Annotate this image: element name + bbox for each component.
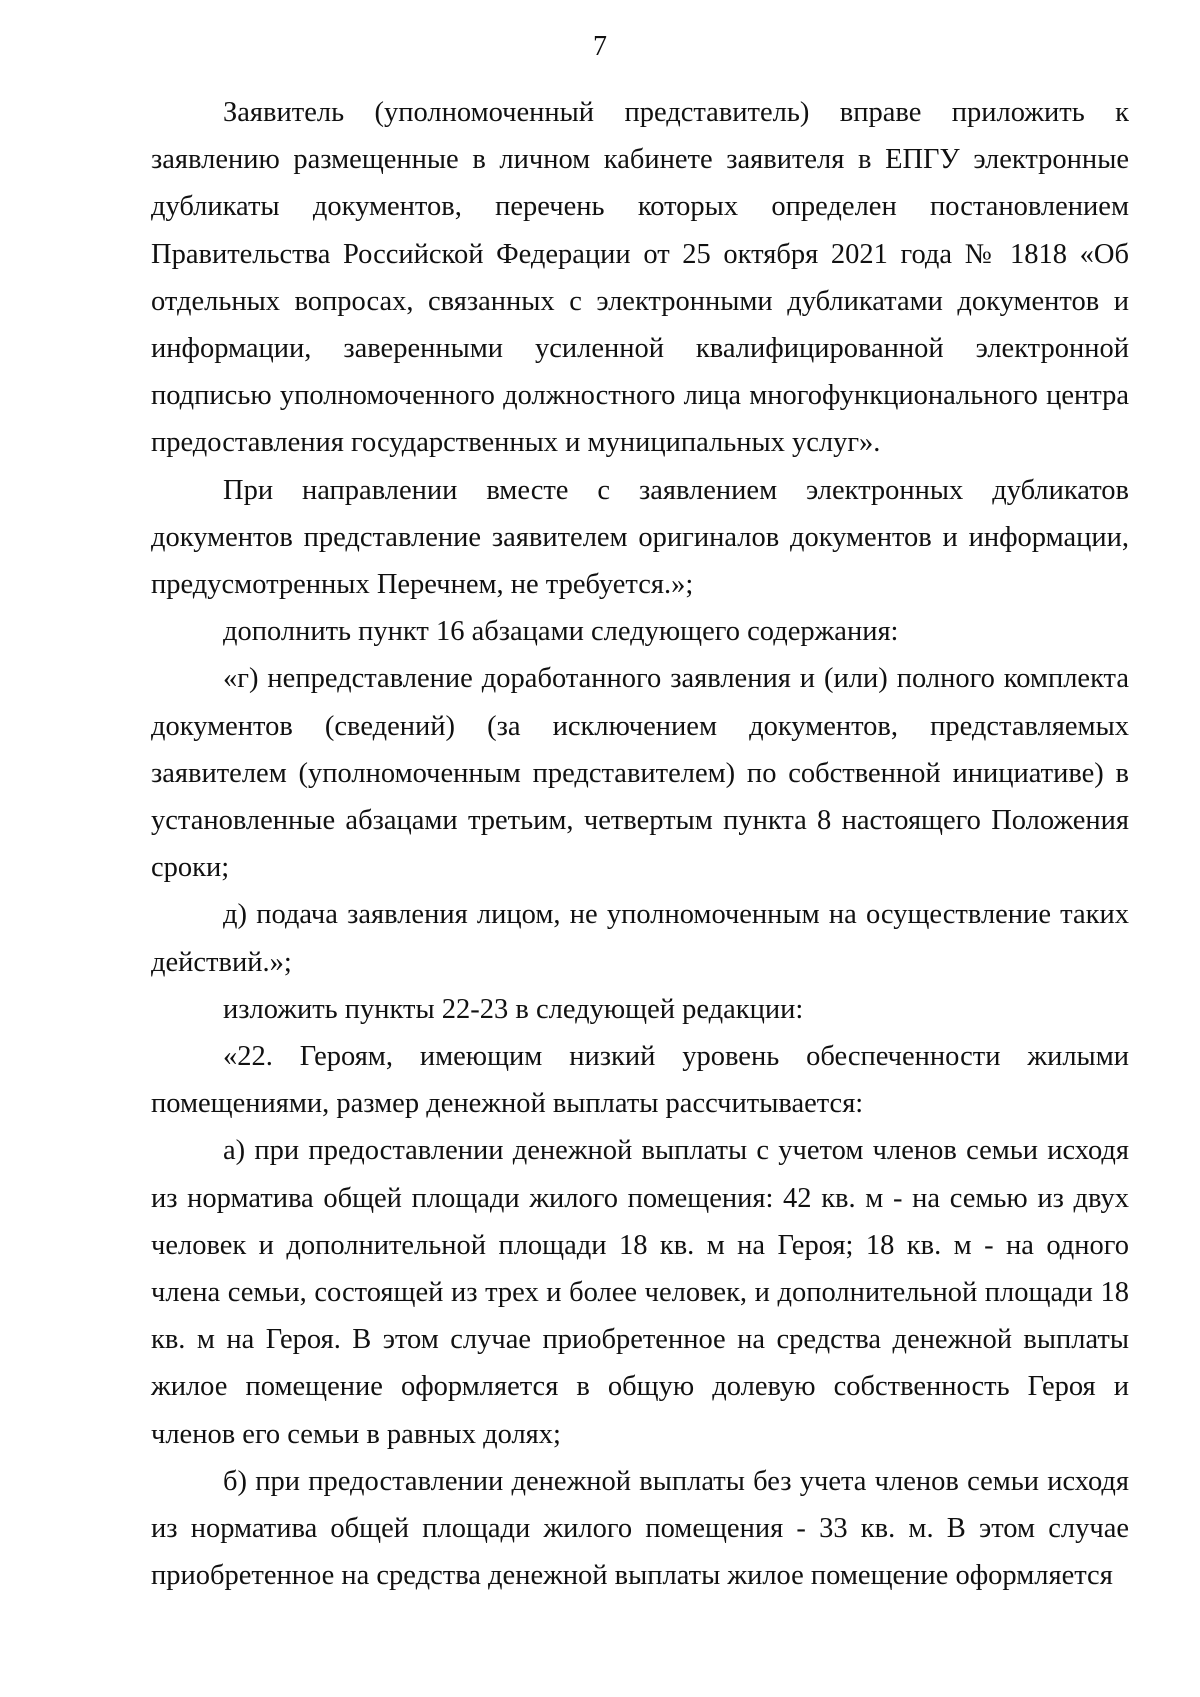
paragraph-item-a: а) при предоставлении денежной выплаты с учетом членов семьи исходя из норматива общей площади жилого помещения: 42 кв. м - на семью из двух человек и дополнительной площади 18 кв. м на Героя; 18 кв. м - на одного члена семьи, состоящей из трех и более человек, и дополнительной площади 18 кв. м на Героя. В этом случае приобретенное на средства денежной выплаты жилое помещение оформляется в общую долевую собственность Героя и членов его семьи в равных долях; <box>151 1135 1129 1450</box>
paragraph-item-d: д) подача заявления лицом, не уполномоченным на осуществление таких действий.»; <box>151 899 1129 978</box>
paragraph-item-g: «г) непредставление доработанного заявления и (или) полного комплекта документов (сведений) (за исключением документов, представляемых заявителем (уполномоченным представителем) по собственной инициативе) в установленные абзацами третьим, четвертым пункта 8 настоящего Положения сроки; <box>151 663 1129 884</box>
paragraph-item-b: б) при предоставлении денежной выплаты без учета членов семьи исходя из норматива общей площади жилого помещения - 33 кв. м. В этом случае приобретенное на средства денежной выплаты жилое помещение оформляется <box>151 1465 1129 1592</box>
paragraph-amend-clause-16: дополнить пункт 16 абзацами следующего содержания: <box>223 616 899 648</box>
paragraph-electronic-duplicates: Заявитель (уполномоченный представитель) вправе приложить к заявлению размещенные в личном кабинете заявителя в ЕПГУ электронные дубликаты документов, перечень которых определен постановлением Правительства Российской Федерации от 25 октября 2021 года № 1818 «Об отдельных вопросах, связанных с электронными дубликатами документов и информации, заверенными усиленной квалифицированной электронной подписью уполномоченного должностного лица многофункционального центра предоставления государственных и муниципальных услуг». <box>151 97 1129 459</box>
paragraph-clause-22: «22. Героям, имеющим низкий уровень обеспеченности жилыми помещениями, размер денежной выплаты рассчитывается: <box>151 1041 1129 1120</box>
page-number: 7 <box>593 31 607 62</box>
paragraph-originals-not-required: При направлении вместе с заявлением электронных дубликатов документов представление заявителем оригиналов документов и информации, предусмотренных Перечнем, не требуется.»; <box>151 474 1129 601</box>
document-body <box>151 89 1129 1600</box>
paragraph-restate-clauses-22-23: изложить пункты 22-23 в следующей редакции: <box>223 993 804 1025</box>
